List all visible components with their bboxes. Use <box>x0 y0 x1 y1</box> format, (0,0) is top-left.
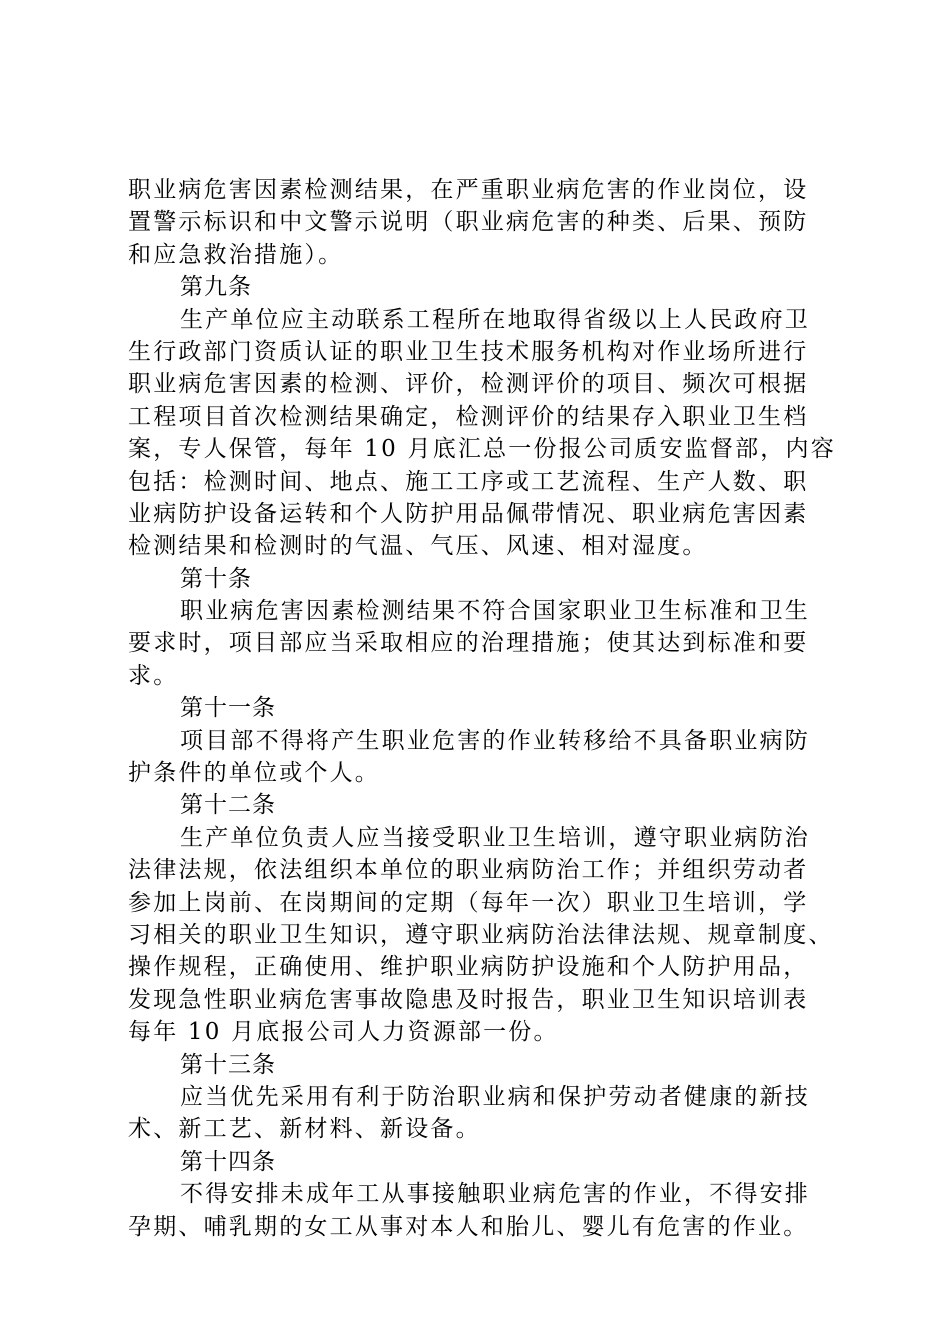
article-heading: 第十一条 <box>180 695 276 722</box>
paragraph-first-line: 应当优先采用有利于防治职业病和保护劳动者健康的新技 <box>180 1083 810 1110</box>
text-line: 职业病危害因素的检测、评价，检测评价的项目、频次可根据 <box>128 371 809 398</box>
text-line: 护条件的单位或个人。 <box>128 760 380 787</box>
paragraph-first-line: 职业病危害因素检测结果不符合国家职业卫生标准和卫生 <box>180 598 810 625</box>
text-line: 孕期、哺乳期的女工从事对本人和胎儿、婴儿有危害的作业。 <box>128 1213 809 1240</box>
article-heading: 第十四条 <box>180 1148 276 1175</box>
text-line: 参加上岗前、在岗期间的定期（每年一次）职业卫生培训，学 <box>128 889 809 916</box>
paragraph-first-line: 不得安排未成年工从事接触职业病危害的作业，不得安排 <box>180 1181 810 1208</box>
text-line: 工程项目首次检测结果确定，检测评价的结果存入职业卫生档 <box>128 403 809 430</box>
text-line: 发现急性职业病危害事故隐患及时报告，职业卫生知识培训表 <box>128 986 809 1013</box>
text-line: 置警示标识和中文警示说明（职业病危害的种类、后果、预防 <box>128 209 809 236</box>
paragraph-first-line: 生产单位负责人应当接受职业卫生培训，遵守职业病防治 <box>180 824 810 851</box>
text-line: 职业病危害因素检测结果，在严重职业病危害的作业岗位，设 <box>128 177 809 203</box>
text-line: 求。 <box>128 662 179 689</box>
text-line: 操作规程，正确使用、维护职业病防护设施和个人防护用品， <box>128 954 809 981</box>
text-line: 习相关的职业卫生知识，遵守职业病防治法律法规、规章制度、 <box>128 921 834 948</box>
text-line: 生行政部门资质认证的职业卫生技术服务机构对作业场所进行 <box>128 338 809 365</box>
text-line: 业病防护设备运转和个人防护用品佩带情况、职业病危害因素 <box>128 500 809 527</box>
article-heading: 第十三条 <box>180 1051 276 1078</box>
article-heading: 第九条 <box>180 274 252 301</box>
text-line: 和应急救治措施）。 <box>128 241 344 268</box>
text-line: 每年 10 月底报公司人力资源部一份。 <box>128 1019 559 1046</box>
article-heading: 第十条 <box>180 565 252 592</box>
text-line: 术、新工艺、新材料、新设备。 <box>128 1116 481 1143</box>
text-line: 要求时，项目部应当采取相应的治理措施；使其达到标准和要 <box>128 630 809 657</box>
paragraph-first-line: 项目部不得将产生职业危害的作业转移给不具备职业病防 <box>180 727 810 754</box>
text-line: 包括：检测时间、地点、施工工序或工艺流程、生产人数、职 <box>128 468 809 495</box>
text-line: 检测结果和检测时的气温、气压、风速、相对湿度。 <box>128 533 708 560</box>
text-line: 法律法规，依法组织本单位的职业病防治工作；并组织劳动者 <box>128 857 809 884</box>
article-heading: 第十二条 <box>180 792 276 819</box>
paragraph-first-line: 生产单位应主动联系工程所在地取得省级以上人民政府卫 <box>180 306 810 333</box>
document-body <box>128 174 836 1243</box>
text-line: 案，专人保管，每年 10 月底汇总一份报公司质安监督部，内容 <box>128 436 836 463</box>
